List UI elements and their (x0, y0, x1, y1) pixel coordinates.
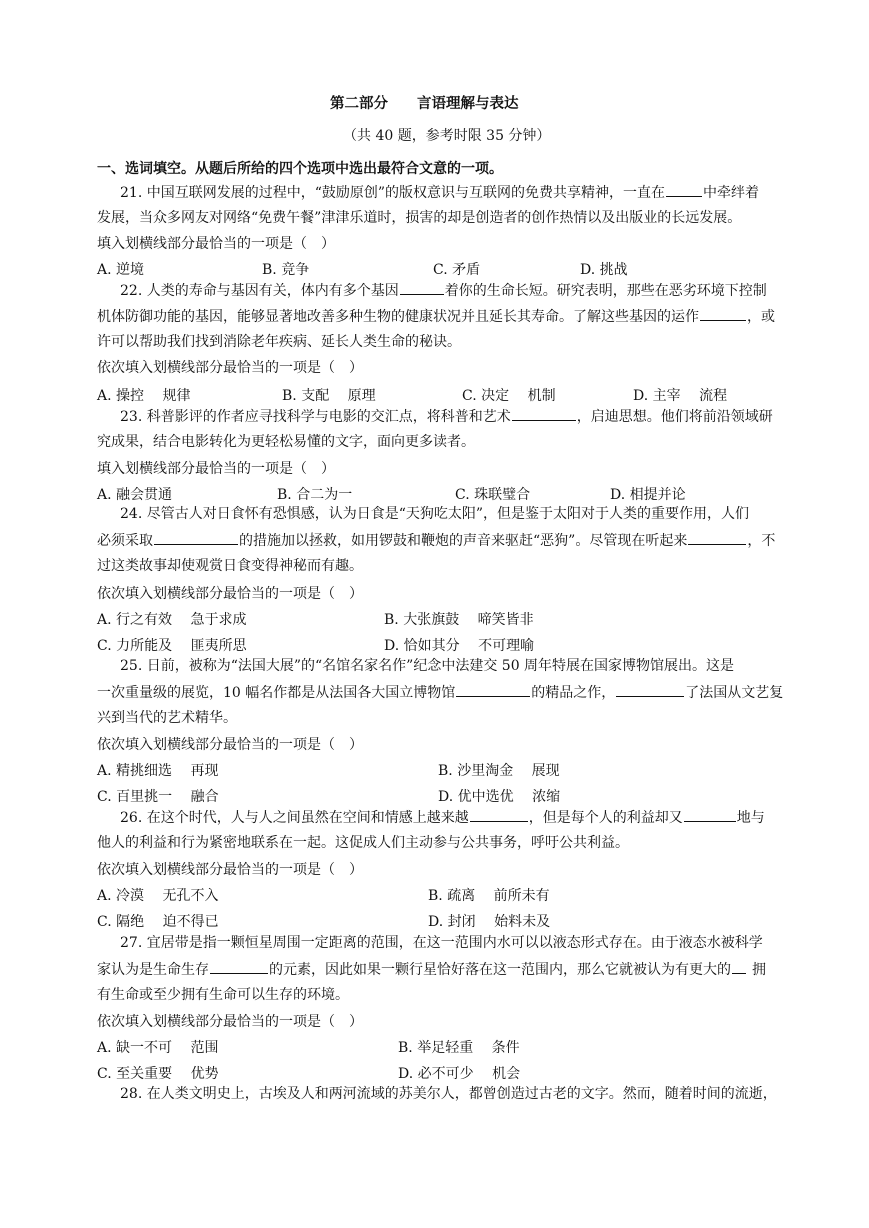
option-c: C. 决定 机制 (462, 388, 556, 404)
answer-blank (616, 682, 684, 697)
question-22-line2 (97, 306, 775, 327)
option-c: C. 至关重要 优势 (97, 1066, 219, 1082)
answer-blank (700, 306, 746, 321)
question-text: ，不 (747, 533, 776, 549)
option-b: B. 竞争 (262, 262, 310, 278)
question-25-line1: 25. 日前，被称为“法国大展”的“名馆名家名作”纪念中法建交 50 周年特展在国家博物馆展出。这是 (120, 658, 735, 674)
question-28-line1: 28. 在人类文明史上，古埃及人和两河流域的苏美尔人，都曾创造过古老的文字。然而，随着时间的流逝， (120, 1086, 777, 1102)
question-text: ，或 (747, 309, 775, 325)
option-b: B. 举足轻重 条件 (398, 1040, 520, 1056)
option-d: D. 必不可少 机会 (398, 1066, 521, 1082)
question-text: 22. 人类的寿命与基因有关，体内有多个基因 (120, 283, 399, 299)
section-instruction: 一、选词填空。从题后所给的四个选项中选出最符合文意的一项。 (97, 161, 503, 177)
option-d: D. 恰如其分 不可理喻 (384, 638, 535, 654)
question-text: 家认为是生命生存 (97, 962, 209, 978)
option-d: D. 相提并论 (610, 487, 686, 503)
option-b: B. 合二为一 (277, 487, 353, 503)
question-text: 23. 科普影评的作者应寻找科学与电影的交汇点，将科普和艺术 (120, 409, 511, 425)
option-d: D. 主宰 流程 (633, 388, 728, 404)
question-26-line2: 他人的利益和行为紧密地联系在一起。这促成人们主动参与公共事务，呼吁公共利益。 (97, 835, 629, 851)
answer-blank (688, 530, 746, 545)
question-text: 了法国从文艺复 (685, 685, 784, 701)
question-27-prompt: 依次填入划横线部分最恰当的一项是（ ） (97, 1014, 363, 1030)
question-26-prompt: 依次填入划横线部分最恰当的一项是（ ） (97, 862, 363, 878)
question-text: 的精品之作， (531, 685, 616, 701)
question-text: 21. 中国互联网发展的过程中，“鼓励原创”的版权意识与互联网的免费共享精神，一直在 (120, 185, 666, 201)
answer-blank (400, 280, 444, 295)
question-text: 地与 (736, 810, 765, 826)
option-c: C. 矛盾 (433, 262, 481, 278)
question-25-line2 (97, 682, 783, 703)
question-27-line1: 27. 宜居带是指一颗恒星周围一定距离的范围，在这一范围内水可以以液态形式存在。由于液态水被科学 (120, 935, 763, 951)
question-22-line1 (120, 280, 767, 301)
question-22-line3: 许可以帮助我们找到消除老年疾病、延长人类生命的秘诀。 (97, 334, 461, 350)
section-title: 第二部分 言语理解与表达 (330, 95, 519, 112)
question-21-line1 (120, 182, 759, 203)
question-26-line1 (120, 807, 765, 828)
question-23-line2: 究成果，结合电影转化为更轻松易懂的文字，面向更多读者。 (97, 434, 475, 450)
option-b: B. 沙里淘金 展现 (438, 763, 560, 779)
option-c: C. 百里挑一 融合 (97, 789, 219, 805)
option-c: C. 隔绝 迫不得已 (97, 914, 219, 930)
question-21-prompt: 填入划横线部分最恰当的一项是（ ） (97, 236, 335, 252)
question-25-prompt: 依次填入划横线部分最恰当的一项是（ ） (97, 737, 363, 753)
question-23-line1 (120, 406, 773, 427)
question-text: 必须采取 (97, 533, 153, 549)
answer-blank (684, 807, 736, 822)
question-text: 机体防御功能的基因，能够显著地改善多种生物的健康状况并且延长其寿命。了解这些基因的运作 (97, 309, 699, 325)
answer-blank (732, 959, 746, 974)
question-text: ，但是每个人的利益却又 (528, 810, 683, 826)
option-d: D. 封闭 始料未及 (428, 914, 551, 930)
question-22-prompt: 依次填入划横线部分最恰当的一项是（ ） (97, 360, 363, 376)
option-b: B. 支配 原理 (282, 388, 376, 404)
option-b: B. 疏离 前所未有 (428, 888, 550, 904)
question-27-line3: 有生命或至少拥有生命可以生存的环境。 (97, 987, 349, 1003)
question-text: 着你的生命长短。研究表明，那些在恶劣环境下控制 (444, 283, 767, 299)
question-text: 的措施加以拯救，如用锣鼓和鞭炮的声音来驱赶“恶狗”。尽管现在听起来 (239, 533, 688, 549)
answer-blank (154, 530, 238, 545)
question-text: 中牵绊着 (703, 185, 760, 201)
option-a: A. 逆境 (97, 262, 145, 278)
option-d: D. 挑战 (580, 262, 628, 278)
question-27-line2 (97, 959, 766, 980)
question-24-line3: 过这类故事却使观赏日食变得神秘而有趣。 (97, 558, 363, 574)
question-24-line2 (97, 530, 775, 551)
section-subtitle: （共 40 题，参考时限 35 分钟） (343, 128, 551, 144)
question-text: 拥 (752, 962, 766, 978)
question-25-line3: 兴到当代的艺术精华。 (97, 710, 237, 726)
question-text: 的元素，因此如果一颗行星恰好落在这一范围内，那么它就被认为有更大的 (269, 962, 731, 978)
option-c: C. 力所能及 匪夷所思 (97, 638, 247, 654)
answer-blank (210, 959, 268, 974)
option-a: A. 缺一不可 范围 (97, 1040, 219, 1056)
option-d: D. 优中选优 浓缩 (438, 789, 561, 805)
question-text: 26. 在这个时代，人与人之间虽然在空间和情感上越来越 (120, 810, 469, 826)
answer-blank (470, 807, 528, 822)
answer-blank (456, 682, 530, 697)
option-a: A. 融会贯通 (97, 487, 173, 503)
question-23-prompt: 填入划横线部分最恰当的一项是（ ） (97, 461, 335, 477)
option-c: C. 珠联璧合 (455, 487, 531, 503)
question-text: ，启迪思想。他们将前沿领域研 (576, 409, 773, 425)
question-21-line2: 发展，当众多网友对网络“免费午餐”津津乐道时，损害的却是创造者的创作热情以及出版业的长远发展。 (97, 210, 742, 226)
option-a: A. 精挑细选 再现 (97, 763, 219, 779)
option-a: A. 冷漠 无孔不入 (97, 888, 219, 904)
option-a: A. 操控 规律 (97, 388, 191, 404)
question-24-line1: 24. 尽管古人对日食怀有恐惧感，认为日食是“天狗吃太阳”，但是鉴于太阳对于人类的重要作用，人们 (120, 506, 750, 522)
option-a: A. 行之有效 急于求成 (97, 612, 247, 628)
option-b: B. 大张旗鼓 啼笑皆非 (384, 612, 534, 628)
question-text: 一次重量级的展览，10 幅名作都是从法国各大国立博物馆 (97, 685, 456, 701)
question-24-prompt: 依次填入划横线部分最恰当的一项是（ ） (97, 586, 363, 602)
answer-blank (666, 182, 702, 197)
answer-blank (512, 406, 576, 421)
